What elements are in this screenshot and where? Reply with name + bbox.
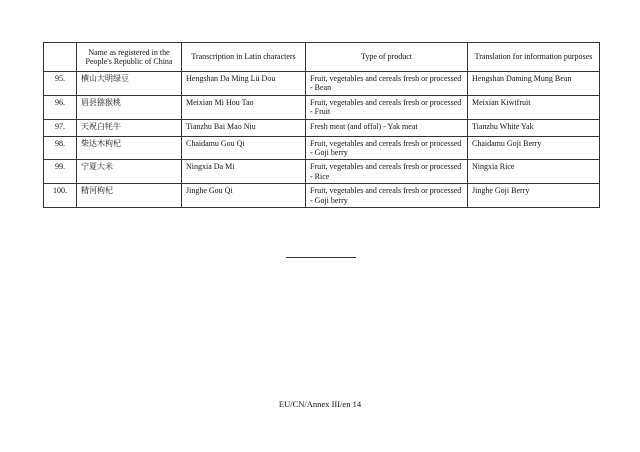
table-row (44, 136, 600, 160)
row-product-type: Fruit, vegetables and cereals fresh or processed - Fruit (306, 95, 468, 119)
row-latin-transcription: Tianzhu Bai Mao Niu (182, 119, 306, 136)
row-registered-name: 眉县猕猴桃 (77, 95, 182, 119)
header-registered-name: Name as registered in the People's Republic of China (77, 43, 182, 72)
row-translation: Ningxia Rice (468, 160, 600, 184)
row-latin-transcription: Hengshan Da Ming Lü Dou (182, 72, 306, 96)
table-header-row (44, 43, 600, 72)
row-registered-name: 精河枸杞 (77, 184, 182, 208)
row-product-type: Fruit, vegetables and cereals fresh or processed - Bean (306, 72, 468, 96)
row-product-type: Fruit, vegetables and cereals fresh or processed - Goji berry (306, 184, 468, 208)
row-number: 100. (44, 184, 77, 208)
row-number: 96. (44, 95, 77, 119)
row-number: 98. (44, 136, 77, 160)
row-number: 95. (44, 72, 77, 96)
row-latin-transcription: Ningxia Da Mi (182, 160, 306, 184)
row-registered-name: 天祝白牦牛 (77, 119, 182, 136)
header-translation: Translation for information purposes (468, 43, 600, 72)
row-latin-transcription: Chaidamu Gou Qi (182, 136, 306, 160)
row-translation: Tianzhu White Yak (468, 119, 600, 136)
table-row (44, 184, 600, 208)
row-number: 97. (44, 119, 77, 136)
page-footer-reference: EU/CN/Annex III/en 14 (278, 399, 362, 409)
row-product-type: Fruit, vegetables and cereals fresh or processed - Goji berry (306, 136, 468, 160)
section-separator-line (286, 257, 356, 258)
header-number (44, 43, 77, 72)
table-row (44, 160, 600, 184)
table-row (44, 95, 600, 119)
header-latin-transcription: Transcription in Latin characters (182, 43, 306, 72)
row-latin-transcription: Meixian Mi Hou Tao (182, 95, 306, 119)
table-row (44, 72, 600, 96)
row-latin-transcription: Jinghe Gou Qi (182, 184, 306, 208)
annex-table (43, 42, 600, 208)
row-registered-name: 柴达木枸杞 (77, 136, 182, 160)
row-registered-name: 横山大明绿豆 (77, 72, 182, 96)
table-row (44, 119, 600, 136)
row-product-type: Fruit, vegetables and cereals fresh or processed - Rice (306, 160, 468, 184)
row-registered-name: 宁夏大米 (77, 160, 182, 184)
row-product-type: Fresh meat (and offal) - Yak meat (306, 119, 468, 136)
row-translation: Chaidamu Goji Berry (468, 136, 600, 160)
header-product-type: Type of product (306, 43, 468, 72)
row-number: 99. (44, 160, 77, 184)
row-translation: Meixian Kiwifruit (468, 95, 600, 119)
row-translation: Jinghe Goji Berry (468, 184, 600, 208)
row-translation: Hengshan Daming Mung Bean (468, 72, 600, 96)
